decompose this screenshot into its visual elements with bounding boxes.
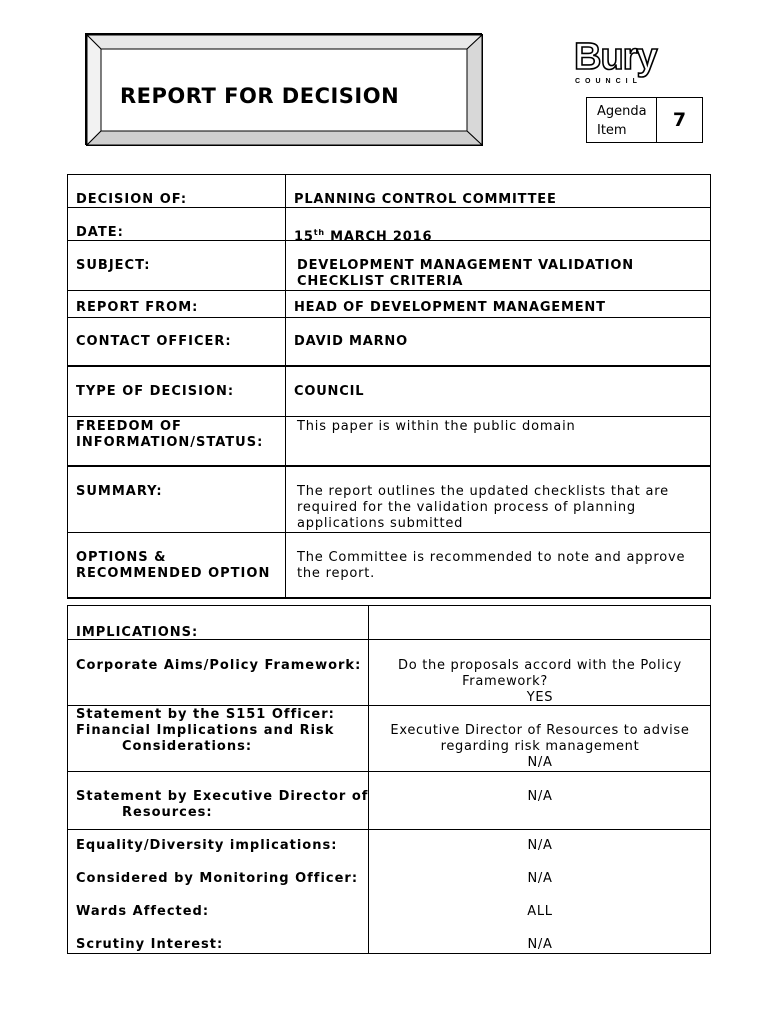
report-details-table	[67, 174, 711, 599]
row-label: DATE:	[76, 225, 124, 240]
table-row	[67, 208, 711, 245]
row-label: DECISION OF:	[76, 192, 188, 207]
row-value: 15th MARCH 2016	[294, 228, 433, 245]
implication-label: Wards Affected:	[76, 904, 210, 919]
row-value: DAVID MARNO	[294, 334, 408, 349]
implications-heading: IMPLICATIONS:	[76, 625, 199, 640]
table-row	[67, 467, 711, 533]
row-label: SUMMARY:	[76, 484, 163, 499]
row-label: CONTACT OFFICER:	[76, 334, 232, 349]
report-title-frame	[85, 33, 482, 145]
table-row	[67, 417, 711, 467]
implication-value: Do the proposals accord with the Policy Framework? YES	[398, 658, 682, 705]
agenda-label: Agenda Item	[587, 98, 657, 142]
row-value: PLANNING CONTROL COMMITTEE	[294, 192, 557, 207]
table-row	[67, 318, 711, 367]
row-value: The Committee is recommended to note and approve the report.	[297, 550, 686, 581]
row-label: OPTIONS & RECOMMENDED OPTION	[76, 550, 271, 581]
implication-label: Equality/Diversity implications:	[76, 838, 338, 853]
table-row	[67, 291, 711, 318]
table-row	[67, 533, 711, 599]
row-label: SUBJECT:	[76, 258, 151, 273]
agenda-number: 7	[672, 109, 687, 131]
row-value: HEAD OF DEVELOPMENT MANAGEMENT	[294, 300, 606, 315]
svg-text:COUNCIL: COUNCIL	[575, 78, 642, 85]
implication-value: N/A	[527, 937, 553, 952]
row-value: This paper is within the public domain	[297, 419, 576, 434]
svg-text:Bury: Bury	[574, 36, 657, 78]
implication-label: Corporate Aims/Policy Framework:	[76, 658, 362, 673]
implication-value: Executive Director of Resources to advise regarding risk management N/A	[390, 723, 690, 770]
bury-council-logo	[572, 36, 692, 86]
implications-table	[67, 605, 711, 954]
implication-label: Statement by Executive Director of Resources:	[76, 789, 369, 820]
row-label: REPORT FROM:	[76, 300, 199, 315]
table-row	[67, 367, 711, 417]
implication-value: N/A	[527, 789, 553, 804]
page-title: REPORT FOR DECISION	[120, 84, 400, 108]
implication-value: ALL	[527, 904, 553, 919]
implication-value: N/A	[527, 871, 553, 886]
implication-value: N/A	[527, 838, 553, 853]
row-value: The report outlines the updated checklists that are required for the validation process of planning applications submitted	[297, 484, 669, 531]
table-row	[67, 241, 711, 291]
row-value: DEVELOPMENT MANAGEMENT VALIDATION CHECKLIST CRITERIA	[297, 258, 634, 289]
row-label: FREEDOM OF INFORMATION/STATUS:	[76, 419, 264, 450]
table-row	[67, 174, 711, 208]
agenda-item-box	[586, 97, 703, 143]
implication-label: Statement by the S151 Officer: Financial Implications and Risk Considerations:	[76, 707, 335, 754]
implication-label: Scrutiny Interest:	[76, 937, 224, 952]
implication-label: Considered by Monitoring Officer:	[76, 871, 359, 886]
row-value: COUNCIL	[294, 384, 365, 399]
row-label: TYPE OF DECISION:	[76, 384, 235, 399]
